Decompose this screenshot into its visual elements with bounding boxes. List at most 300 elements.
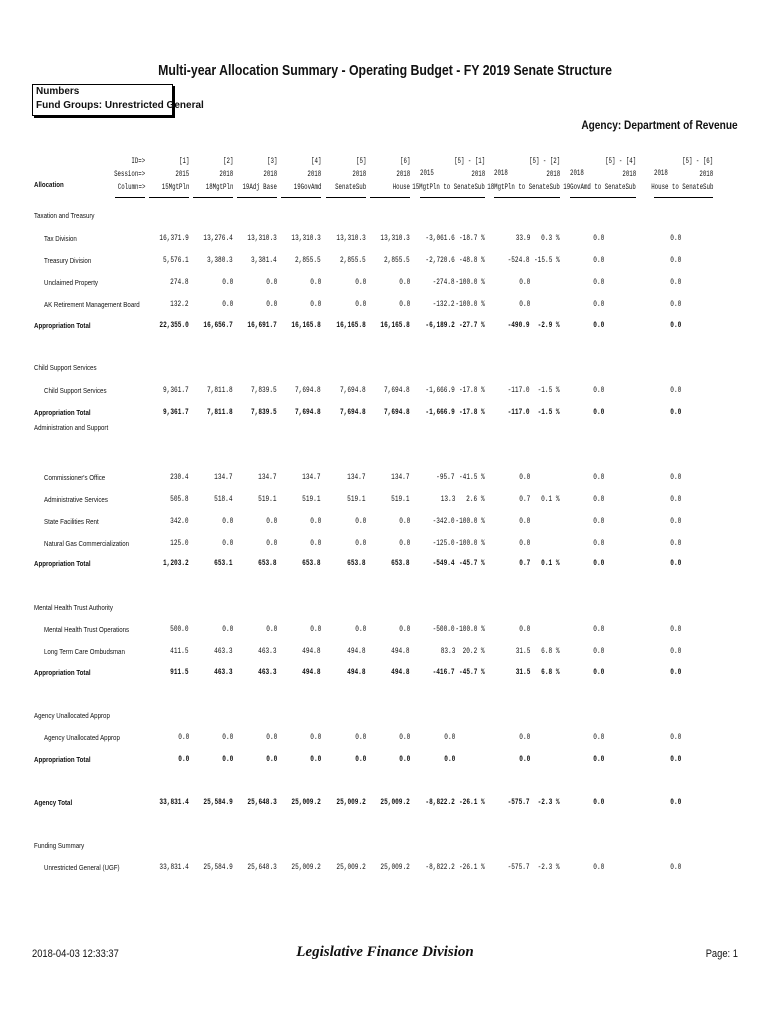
cell-diff-amount: 0.0 xyxy=(592,233,604,243)
cell-diff-pct: -100.0 % xyxy=(455,516,485,526)
table-row-label: Treasury Division xyxy=(44,256,92,265)
cell-value: 7,694.8 xyxy=(340,385,366,395)
cell-value: 7,694.8 xyxy=(295,385,321,395)
cell-diff-amount: -490.9 xyxy=(507,320,530,330)
cell-diff-amount: 0.0 xyxy=(443,754,455,764)
comparison-id: [5] - [1] xyxy=(453,157,485,166)
cell-value: 13,310.3 xyxy=(336,233,366,243)
cell-value: 0.0 xyxy=(265,516,277,526)
cell-value: 16,656.7 xyxy=(203,320,233,330)
cell-value: 1,203.2 xyxy=(163,558,189,568)
column-name: 18MgtPln xyxy=(205,183,233,192)
cell-diff-amount: 0.0 xyxy=(518,277,530,287)
allocation-column-header: Allocation xyxy=(34,180,64,189)
cell-value: 0.0 xyxy=(309,732,321,742)
cell-diff-amount: 0.0 xyxy=(669,494,681,504)
cell-diff-amount: 0.0 xyxy=(592,732,604,742)
cell-diff-amount: 0.0 xyxy=(592,862,604,872)
cell-diff-amount: 0.0 xyxy=(592,624,604,634)
cell-value: 342.0 xyxy=(170,516,189,526)
cell-value: 0.0 xyxy=(177,754,189,764)
cell-value: 0.0 xyxy=(221,516,233,526)
cell-value: 0.0 xyxy=(398,624,410,634)
cell-value: 0.0 xyxy=(398,516,410,526)
cell-value: 25,584.9 xyxy=(203,797,233,807)
cell-value: 0.0 xyxy=(309,754,321,764)
cell-diff-amount: -342.0 xyxy=(432,516,455,526)
table-row-label: Commissioner's Office xyxy=(44,473,106,482)
header-underline xyxy=(237,188,277,198)
column-id: [3] xyxy=(266,157,277,166)
comparison-session-a: 2018 xyxy=(654,169,668,178)
column-session: 2018 xyxy=(263,170,277,179)
cell-value: 3,380.3 xyxy=(207,255,233,265)
column-session: 2015 xyxy=(175,170,189,179)
cell-diff-amount: -575.7 xyxy=(507,797,530,807)
cell-value: 5,576.1 xyxy=(163,255,189,265)
column-id: [5] xyxy=(355,157,366,166)
division-name: Legislative Finance Division xyxy=(296,944,474,960)
cell-diff-amount: 31.5 xyxy=(515,646,530,656)
cell-diff-amount: 0.0 xyxy=(669,299,681,309)
header-underline xyxy=(326,188,366,198)
comparison-name: 15MgtPln to SenateSub xyxy=(412,183,485,192)
cell-value: 411.5 xyxy=(170,646,189,656)
header-underline xyxy=(281,188,321,198)
cell-value: 0.0 xyxy=(309,299,321,309)
cell-value: 911.5 xyxy=(170,667,189,677)
cell-value: 0.0 xyxy=(354,516,366,526)
cell-diff-pct: -45.7 % xyxy=(459,667,485,677)
header-underline xyxy=(654,188,713,198)
funding-row-label: Unrestricted General (UGF) xyxy=(44,863,120,872)
filter-numbers: Numbers xyxy=(36,86,80,97)
cell-diff-pct: -17.8 % xyxy=(459,407,485,417)
cell-diff-pct: 0.1 % xyxy=(541,494,560,504)
appropriation-total-row-label: Appropriation Total xyxy=(34,668,91,677)
cell-value: 7,839.5 xyxy=(251,385,277,395)
cell-diff-pct: -27.7 % xyxy=(459,320,485,330)
cell-diff-amount: 0.0 xyxy=(592,385,604,395)
cell-value: 25,648.3 xyxy=(247,797,277,807)
cell-diff-pct: -100.0 % xyxy=(455,624,485,634)
cell-diff-amount: 0.0 xyxy=(669,472,681,482)
cell-value: 2,855.5 xyxy=(340,255,366,265)
cell-value: 0.0 xyxy=(221,538,233,548)
cell-diff-amount: -500.0 xyxy=(432,624,455,634)
cell-value: 25,648.3 xyxy=(247,862,277,872)
cell-diff-amount: 83.3 xyxy=(440,646,455,656)
cell-diff-amount: 0.0 xyxy=(669,797,681,807)
column-name: 15MgtPln xyxy=(161,183,189,192)
agency-name: Agency: Department of Revenue xyxy=(581,120,738,132)
section-heading: Mental Health Trust Authority xyxy=(34,603,113,612)
cell-diff-amount: 0.0 xyxy=(592,754,604,764)
filter-box xyxy=(32,84,204,116)
comparison-name: 19GovAmd to SenateSub xyxy=(563,183,636,192)
column-name: House xyxy=(392,183,410,192)
cell-diff-amount: 0.0 xyxy=(669,277,681,287)
cell-value: 134.7 xyxy=(214,472,233,482)
cell-diff-amount: 0.0 xyxy=(592,646,604,656)
cell-diff-amount: 0.7 xyxy=(518,494,530,504)
cell-diff-amount: 0.0 xyxy=(592,320,604,330)
cell-value: 7,811.8 xyxy=(207,407,233,417)
cell-value: 0.0 xyxy=(309,624,321,634)
cell-diff-pct: 2.6 % xyxy=(466,494,485,504)
header-underline xyxy=(570,188,636,198)
cell-value: 0.0 xyxy=(265,277,277,287)
cell-value: 494.8 xyxy=(347,667,366,677)
cell-value: 519.1 xyxy=(302,494,321,504)
cell-value: 25,009.2 xyxy=(336,862,366,872)
cell-value: 9,361.7 xyxy=(163,385,189,395)
cell-value: 463.3 xyxy=(214,667,233,677)
cell-value: 494.8 xyxy=(391,646,410,656)
cell-value: 463.3 xyxy=(258,646,277,656)
comparison-session-b: 2018 xyxy=(699,170,713,179)
cell-value: 0.0 xyxy=(177,732,189,742)
cell-diff-pct: -2.3 % xyxy=(537,862,560,872)
cell-value: 125.0 xyxy=(170,538,189,548)
cell-value: 653.1 xyxy=(214,558,233,568)
cell-value: 494.8 xyxy=(347,646,366,656)
cell-value: 16,691.7 xyxy=(247,320,277,330)
cell-value: 0.0 xyxy=(309,516,321,526)
cell-value: 7,694.8 xyxy=(384,407,410,417)
cell-value: 22,355.0 xyxy=(159,320,189,330)
cell-value: 16,165.8 xyxy=(291,320,321,330)
cell-diff-amount: 0.0 xyxy=(518,754,530,764)
cell-diff-pct: -2.3 % xyxy=(537,797,560,807)
cell-diff-amount: 0.0 xyxy=(669,624,681,634)
table-row-label: AK Retirement Management Board xyxy=(44,300,140,309)
cell-diff-amount: 0.0 xyxy=(592,277,604,287)
cell-value: 0.0 xyxy=(354,624,366,634)
table-row-label: Natural Gas Commercialization xyxy=(44,539,130,548)
cell-value: 2,855.5 xyxy=(384,255,410,265)
filter-fund-groups: Fund Groups: Unrestricted General xyxy=(36,100,204,111)
cell-diff-amount: -1,666.9 xyxy=(425,407,455,417)
cell-diff-pct: 0.3 % xyxy=(541,233,560,243)
cell-diff-amount: 0.0 xyxy=(669,255,681,265)
cell-value: 494.8 xyxy=(391,667,410,677)
cell-value: 132.2 xyxy=(170,299,189,309)
cell-diff-amount: -524.8 xyxy=(507,255,530,265)
cell-value: 0.0 xyxy=(265,538,277,548)
cell-diff-amount: 0.0 xyxy=(518,299,530,309)
table-row-label: Mental Health Trust Operations xyxy=(44,625,130,634)
cell-value: 134.7 xyxy=(258,472,277,482)
page-number: Page: 1 xyxy=(705,948,738,960)
comparison-session-b: 2018 xyxy=(546,170,560,179)
cell-diff-amount: -125.0 xyxy=(432,538,455,548)
cell-value: 274.8 xyxy=(170,277,189,287)
cell-diff-amount: 0.0 xyxy=(592,797,604,807)
cell-value: 13,310.3 xyxy=(380,233,410,243)
cell-value: 16,371.9 xyxy=(159,233,189,243)
cell-value: 7,811.8 xyxy=(207,385,233,395)
report-timestamp: 2018-04-03 12:33:37 xyxy=(32,948,119,960)
comparison-name: 18MgtPln to SenateSub xyxy=(487,183,560,192)
cell-value: 25,009.2 xyxy=(291,797,321,807)
cell-diff-amount: -117.0 xyxy=(507,385,530,395)
comparison-session-b: 2018 xyxy=(471,170,485,179)
comparison-name: House to SenateSub xyxy=(650,183,713,192)
cell-diff-amount: 0.0 xyxy=(518,624,530,634)
cell-value: 3,381.4 xyxy=(251,255,277,265)
cell-diff-amount: -132.2 xyxy=(432,299,455,309)
cell-value: 0.0 xyxy=(309,538,321,548)
table-row-label: Long Term Care Ombudsman xyxy=(44,647,125,656)
column-session: 2018 xyxy=(352,170,366,179)
comparison-session-a: 2018 xyxy=(570,169,584,178)
cell-diff-pct: -100.0 % xyxy=(455,299,485,309)
cell-value: 2,855.5 xyxy=(295,255,321,265)
section-heading: Taxation and Treasury xyxy=(34,211,95,220)
column-name: 19Adj Base xyxy=(242,183,277,192)
cell-diff-pct: -15.5 % xyxy=(534,255,560,265)
table-row-label: Tax Division xyxy=(44,234,77,243)
cell-diff-amount: 0.0 xyxy=(518,732,530,742)
cell-diff-pct: 20.2 % xyxy=(462,646,485,656)
cell-value: 653.8 xyxy=(302,558,321,568)
cell-diff-amount: 0.0 xyxy=(443,732,455,742)
cell-diff-amount: 0.0 xyxy=(592,494,604,504)
cell-value: 0.0 xyxy=(354,277,366,287)
table-row-label: State Facilities Rent xyxy=(44,517,99,526)
cell-value: 134.7 xyxy=(302,472,321,482)
table-row-label: Unclaimed Property xyxy=(44,278,99,287)
table-row-label: Child Support Services xyxy=(44,386,107,395)
cell-value: 0.0 xyxy=(398,538,410,548)
cell-value: 0.0 xyxy=(265,624,277,634)
cell-diff-amount: 13.3 xyxy=(440,494,455,504)
cell-value: 519.1 xyxy=(391,494,410,504)
column-id: [4] xyxy=(310,157,321,166)
comparison-id: [5] - [2] xyxy=(528,157,560,166)
comparison-session-b: 2018 xyxy=(622,170,636,179)
cell-value: 0.0 xyxy=(221,624,233,634)
header-row-label: Column=> xyxy=(117,183,145,192)
cell-diff-pct: -26.1 % xyxy=(459,862,485,872)
cell-value: 653.8 xyxy=(391,558,410,568)
column-id: [2] xyxy=(222,157,233,166)
header-underline xyxy=(370,188,410,198)
cell-value: 134.7 xyxy=(347,472,366,482)
cell-value: 0.0 xyxy=(265,732,277,742)
cell-diff-amount: 0.0 xyxy=(518,516,530,526)
column-name: SenateSub xyxy=(334,183,366,192)
column-session: 2018 xyxy=(219,170,233,179)
cell-diff-amount: 0.0 xyxy=(669,407,681,417)
cell-diff-pct: -45.7 % xyxy=(459,558,485,568)
cell-diff-amount: 0.0 xyxy=(669,538,681,548)
cell-diff-amount: 0.0 xyxy=(518,472,530,482)
cell-value: 0.0 xyxy=(354,538,366,548)
cell-diff-amount: 0.0 xyxy=(592,472,604,482)
cell-diff-amount: -274.8 xyxy=(432,277,455,287)
cell-diff-pct: 6.8 % xyxy=(541,667,560,677)
cell-value: 9,361.7 xyxy=(163,407,189,417)
appropriation-total-row-label: Appropriation Total xyxy=(34,321,91,330)
cell-value: 0.0 xyxy=(354,299,366,309)
section-heading: Child Support Services xyxy=(34,363,97,372)
cell-value: 463.3 xyxy=(258,667,277,677)
column-id: [6] xyxy=(399,157,410,166)
cell-diff-amount: 0.0 xyxy=(669,558,681,568)
cell-value: 494.8 xyxy=(302,646,321,656)
cell-value: 653.8 xyxy=(347,558,366,568)
cell-diff-pct: -1.5 % xyxy=(537,407,560,417)
cell-diff-amount: -95.7 xyxy=(436,472,455,482)
cell-value: 0.0 xyxy=(221,732,233,742)
report-title: Multi-year Allocation Summary - Operating Budget - FY 2019 Senate Structure xyxy=(158,62,612,79)
cell-diff-amount: -549.4 xyxy=(432,558,455,568)
section-heading: Agency Unallocated Approp xyxy=(34,711,110,720)
cell-value: 0.0 xyxy=(398,299,410,309)
cell-diff-pct: -26.1 % xyxy=(459,797,485,807)
cell-diff-amount: -1,666.9 xyxy=(425,385,455,395)
cell-value: 494.8 xyxy=(302,667,321,677)
cell-value: 0.0 xyxy=(265,754,277,764)
cell-diff-amount: 0.0 xyxy=(669,516,681,526)
cell-diff-pct: 0.1 % xyxy=(541,558,560,568)
cell-diff-amount: 0.0 xyxy=(669,667,681,677)
cell-diff-amount: -2,720.6 xyxy=(425,255,455,265)
cell-diff-amount: 0.0 xyxy=(592,299,604,309)
cell-value: 7,839.5 xyxy=(251,407,277,417)
header-row-label: Session=> xyxy=(113,170,145,179)
cell-diff-pct: -41.5 % xyxy=(459,472,485,482)
cell-diff-pct: -48.8 % xyxy=(459,255,485,265)
cell-diff-amount: -117.0 xyxy=(507,407,530,417)
cell-diff-amount: 0.0 xyxy=(669,732,681,742)
cell-value: 0.0 xyxy=(354,732,366,742)
cell-value: 518.4 xyxy=(214,494,233,504)
cell-value: 519.1 xyxy=(347,494,366,504)
cell-value: 0.0 xyxy=(354,754,366,764)
cell-value: 0.0 xyxy=(309,277,321,287)
cell-value: 0.0 xyxy=(221,277,233,287)
appropriation-total-row-label: Appropriation Total xyxy=(34,755,91,764)
cell-diff-amount: 0.0 xyxy=(592,407,604,417)
cell-value: 33,831.4 xyxy=(159,797,189,807)
cell-diff-pct: 6.8 % xyxy=(541,646,560,656)
cell-value: 0.0 xyxy=(221,299,233,309)
section-heading: Funding Summary xyxy=(34,841,85,850)
cell-value: 463.3 xyxy=(214,646,233,656)
cell-diff-amount: 0.0 xyxy=(592,516,604,526)
cell-value: 25,009.2 xyxy=(336,797,366,807)
cell-diff-amount: 33.9 xyxy=(515,233,530,243)
cell-value: 0.0 xyxy=(221,754,233,764)
agency-total-row-label: Agency Total xyxy=(34,798,73,807)
header-underline xyxy=(115,188,145,198)
cell-diff-amount: 0.0 xyxy=(592,667,604,677)
cell-diff-pct: -18.7 % xyxy=(459,233,485,243)
header-underline xyxy=(149,188,189,198)
cell-value: 653.8 xyxy=(258,558,277,568)
cell-diff-amount: 0.0 xyxy=(518,538,530,548)
cell-value: 25,009.2 xyxy=(291,862,321,872)
cell-value: 0.0 xyxy=(398,732,410,742)
column-session: 2018 xyxy=(307,170,321,179)
comparison-session-a: 2018 xyxy=(494,169,508,178)
cell-value: 13,310.3 xyxy=(247,233,277,243)
cell-diff-amount: 0.0 xyxy=(592,558,604,568)
cell-diff-amount: -8,822.2 xyxy=(425,797,455,807)
cell-value: 25,009.2 xyxy=(380,862,410,872)
column-name: 19GovAmd xyxy=(293,183,321,192)
cell-value: 25,584.9 xyxy=(203,862,233,872)
cell-diff-amount: 0.0 xyxy=(669,385,681,395)
cell-diff-pct: -17.8 % xyxy=(459,385,485,395)
cell-diff-amount: 0.0 xyxy=(669,646,681,656)
cell-value: 0.0 xyxy=(398,754,410,764)
cell-value: 500.0 xyxy=(170,624,189,634)
appropriation-total-row-label: Appropriation Total xyxy=(34,408,91,417)
comparison-session-a: 2015 xyxy=(420,169,434,178)
appropriation-total-row-label: Appropriation Total xyxy=(34,559,91,568)
header-underline xyxy=(420,188,485,198)
cell-value: 7,694.8 xyxy=(295,407,321,417)
cell-value: 25,009.2 xyxy=(380,797,410,807)
table-row-label: Administrative Services xyxy=(44,495,108,504)
cell-diff-amount: -3,061.6 xyxy=(425,233,455,243)
cell-diff-amount: 31.5 xyxy=(515,667,530,677)
cell-value: 7,694.8 xyxy=(340,407,366,417)
cell-value: 16,165.8 xyxy=(336,320,366,330)
column-session: 2018 xyxy=(396,170,410,179)
cell-diff-pct: -1.5 % xyxy=(537,385,560,395)
cell-diff-amount: 0.0 xyxy=(669,862,681,872)
header-underline xyxy=(494,188,560,198)
table-row-label: Agency Unallocated Approp xyxy=(44,733,120,742)
cell-diff-amount: 0.0 xyxy=(592,538,604,548)
cell-diff-amount: 0.0 xyxy=(669,233,681,243)
column-id: [1] xyxy=(178,157,189,166)
cell-diff-amount: 0.0 xyxy=(669,754,681,764)
header-underline xyxy=(193,188,233,198)
cell-diff-amount: 0.0 xyxy=(669,320,681,330)
cell-value: 13,310.3 xyxy=(291,233,321,243)
cell-value: 0.0 xyxy=(265,299,277,309)
cell-value: 13,276.4 xyxy=(203,233,233,243)
cell-diff-pct: -2.9 % xyxy=(537,320,560,330)
cell-diff-pct: -100.0 % xyxy=(455,277,485,287)
cell-value: 16,165.8 xyxy=(380,320,410,330)
section-heading: Administration and Support xyxy=(34,423,109,432)
cell-diff-amount: 0.7 xyxy=(518,558,530,568)
cell-value: 7,694.8 xyxy=(384,385,410,395)
cell-value: 134.7 xyxy=(391,472,410,482)
cell-diff-amount: 0.0 xyxy=(592,255,604,265)
cell-value: 505.8 xyxy=(170,494,189,504)
cell-value: 0.0 xyxy=(398,277,410,287)
cell-value: 519.1 xyxy=(258,494,277,504)
cell-diff-amount: -8,822.2 xyxy=(425,862,455,872)
cell-diff-pct: -100.0 % xyxy=(455,538,485,548)
header-row-label: ID=> xyxy=(131,157,145,166)
comparison-id: [5] - [6] xyxy=(681,157,713,166)
cell-value: 230.4 xyxy=(170,472,189,482)
comparison-id: [5] - [4] xyxy=(604,157,636,166)
cell-diff-amount: -6,189.2 xyxy=(425,320,455,330)
cell-value: 33,831.4 xyxy=(159,862,189,872)
cell-diff-amount: -416.7 xyxy=(432,667,455,677)
cell-diff-amount: -575.7 xyxy=(507,862,530,872)
